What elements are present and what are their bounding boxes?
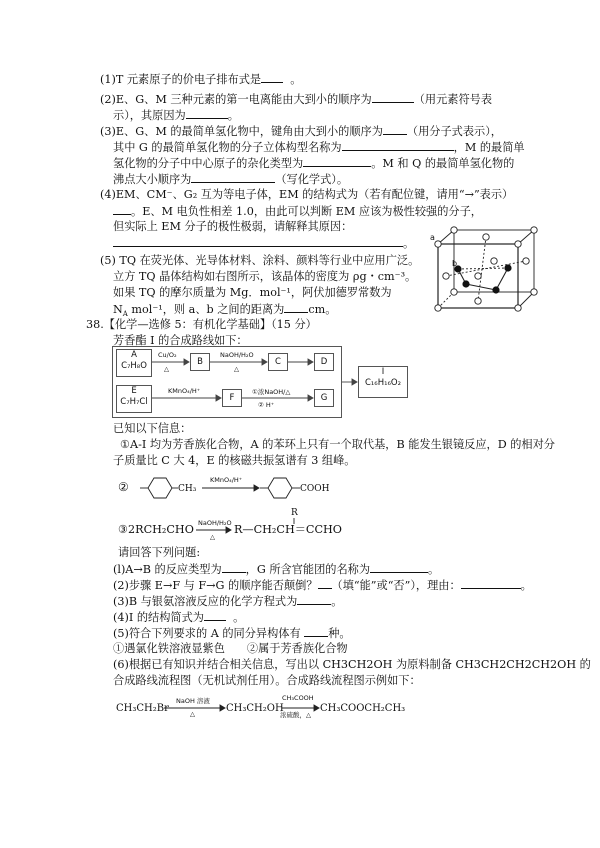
questions-intro: 请回答下列问题: (118, 546, 201, 559)
s2-line: (2)步骤 E→F 与 F→G 的顺序能否颠倒？ （填“能”或“否”），理由： 。 (113, 579, 532, 592)
answer-blank[interactable] (342, 140, 454, 151)
benzene-ring-icon (268, 478, 292, 498)
answer-blank[interactable] (284, 302, 308, 313)
label-a: a (430, 233, 435, 242)
answer-blank[interactable] (318, 578, 332, 589)
q4-line4: 。 (113, 236, 414, 251)
compound-E: E C₇H₇Cl (116, 385, 152, 413)
answer-blank[interactable] (222, 562, 246, 573)
answer-blank[interactable] (261, 72, 283, 83)
reagent-label: ①浓NaOH/△ (252, 388, 291, 396)
reagent-label: NaOH/H₂O (220, 351, 254, 359)
reagent-label: Cu/O₂ (158, 351, 177, 359)
s1-line: (l)A→B 的反应类型为 ，G 所含官能团的名称为 。 (113, 563, 440, 576)
condition-label: △ (234, 365, 239, 373)
known-1-line1: ①A-I 均为芳香族化合物，A 的苯环上只有一个取代基，B 能发生银镜反应，D 的相对分 (120, 438, 555, 451)
s6-line2: 合成路线流程图（无机试剂任用）。合成路线流程图示例如下： (113, 674, 421, 687)
reagent-label: NaOH/H₂O (198, 519, 232, 527)
compound-C: C (268, 353, 288, 371)
q5-line2: 立方 TQ 晶体结构如右图所示，该晶体的密度为 ρg・cm⁻³。 (113, 270, 417, 283)
example-route: CH₃CH₂Br NaOH 溶液 △ CH₃CH₂OH CH₃COOH 浓硫酸，△ CH₃COOCH₂CH₃ (116, 694, 406, 719)
q2-line2: 示），其原因为 。 (113, 109, 239, 122)
condition-label: △ (210, 533, 215, 541)
q5-line4: $N_A$ mol⁻¹，则 a、b 之间的距离为 cm。 (113, 303, 337, 319)
s4-line: (4)I 的结构简式为 。 (113, 611, 245, 624)
condition-label: ② H⁺ (258, 401, 275, 409)
known-2-reaction: ② KMnO₄/H⁺ CH₃ COOH (118, 470, 358, 506)
known-1-line2: 子质量比 C 大 4，E 的核磁共振氢谱有 3 组峰。 (113, 454, 356, 467)
reagent-label: KMnO₄/H⁺ (168, 387, 201, 395)
known-3-reaction: ③2RCH₂CHO NaOH/H₂O △ R R—CH₂CH＝CCHO (118, 508, 342, 541)
answer-blank[interactable] (304, 626, 328, 637)
benzene-ring-icon (148, 478, 172, 498)
condition-label: △ (190, 710, 195, 718)
condition-label: △ (164, 365, 169, 373)
compound-G: G (314, 389, 334, 407)
q3-line2: 其中 G 的最简单氢化物的分子立体构型名称为 ，M 的最简单 (113, 141, 525, 154)
q3-line3: 氢化物的分子中中心原子的杂化类型为 。M 和 Q 的最简单氢化物的 (113, 157, 515, 170)
q4-line2: 。E、M 电负性相差 1.0，由此可以判断 EM 应该为极性较强的分子， (113, 204, 482, 219)
answer-blank[interactable] (383, 124, 407, 135)
section-38-title: 38.【化学—选修 5：有机化学基础】（15 分） (86, 318, 317, 331)
q1-line: (1)T 元素原子的价电子排布式是 。 (100, 73, 302, 86)
answer-blank[interactable] (370, 562, 428, 573)
q3-line4: 沸点大小顺序为 （写化学式）。 (113, 173, 349, 186)
crystal-structure-figure (430, 224, 554, 320)
q3-line1: (3)E、G、M 的最简单氢化物中，键角由大到小的顺序为 （用分子式表示）， (100, 125, 502, 138)
compound-B: B (190, 353, 210, 371)
answer-blank[interactable] (186, 108, 228, 119)
s6-line1: (6)根据已有知识并结合相关信息，写出以 CH3CH2OH 为原料制备 CH3CH2CH2CH2OH 的 (113, 658, 591, 671)
route-intro: 芳香酯 I 的合成路线如下： (113, 334, 248, 347)
answer-blank[interactable] (191, 172, 275, 183)
compound-F: F (222, 389, 242, 407)
label-b: b (452, 259, 458, 268)
q5-line3: 如果 TQ 的摩尔质量为 Mg．mol⁻¹，阿伏加德罗常数为 (113, 286, 392, 299)
q2-line1: (2)E、G、M 三种元素的第一电离能由大到小的顺序为 （用元素符号表 (100, 93, 493, 106)
q4-line1: (4)EM、CM⁻、G₂ 互为等电子体，EM 的结构式为（若有配位键，请用“→”表示） (100, 188, 514, 201)
known-title: 已知以下信息： (113, 422, 192, 435)
answer-blank[interactable] (303, 156, 371, 167)
answer-blank[interactable] (113, 204, 131, 215)
answer-blank[interactable] (461, 578, 521, 589)
compound-A: A C₇H₈O (116, 349, 152, 377)
answer-blank[interactable] (204, 610, 226, 621)
compound-I: I C₁₆H₁₆O₂ (358, 366, 408, 398)
reagent-label: NaOH 溶液 (176, 697, 210, 705)
synthesis-route (112, 346, 412, 418)
answer-blank[interactable] (372, 92, 414, 103)
s5-conditions: ①遇氯化铁溶液显紫色 ②属于芳香族化合物 (113, 642, 348, 655)
answer-blank[interactable] (113, 236, 403, 247)
condition-label: 浓硫酸，△ (280, 711, 311, 719)
compound-D: D (314, 353, 334, 371)
reagent-label: KMnO₄/H⁺ (210, 476, 243, 484)
q4-line3: 但实际上 EM 分子的极性极弱，请解释其原因： (113, 220, 353, 233)
s5-line: (5)符合下列要求的 A 的同分异构体有 种。 (113, 627, 351, 640)
q5-line1: (5) TQ 在荧光体、光导体材料、涂料、颜料等行业中应用广泛。 (100, 254, 420, 267)
reagent-label: CH₃COOH (282, 694, 314, 702)
s3-line: (3)B 与银氨溶液反应的化学方程式为 。 (113, 595, 343, 608)
answer-blank[interactable] (297, 594, 331, 605)
